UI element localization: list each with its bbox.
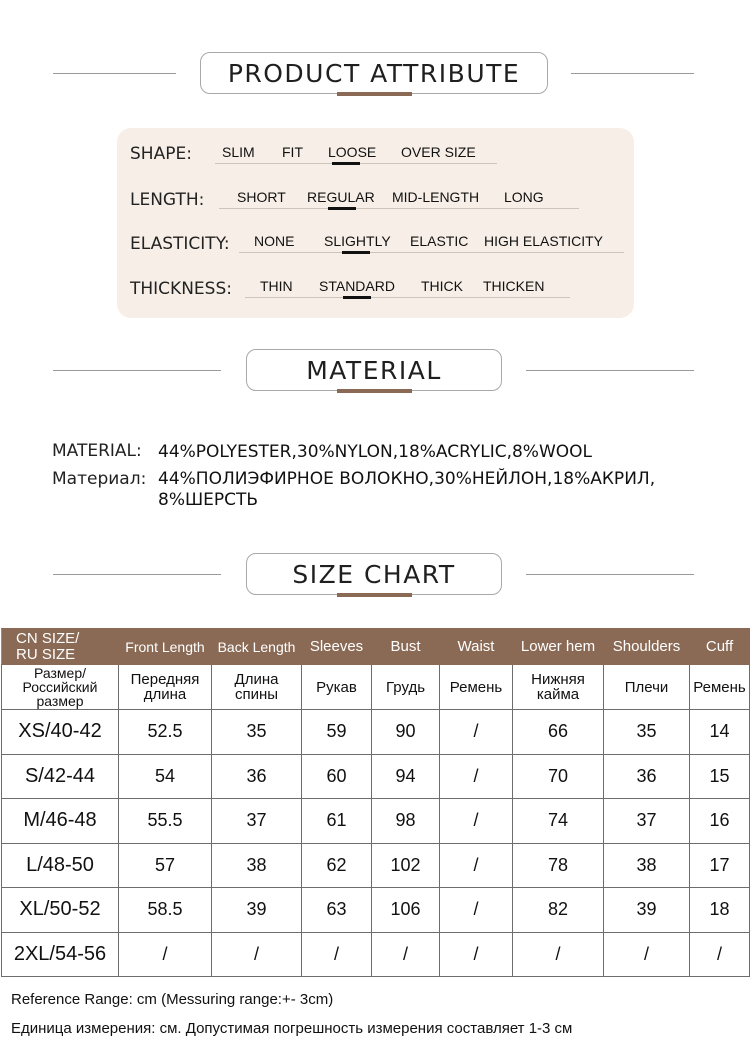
ru-header-line: Рукав <box>316 678 357 696</box>
reference-note-en: Reference Range: cm (Messuring range:+- 3cm) <box>11 991 334 1008</box>
attribute-option: THICKEN <box>483 278 545 294</box>
size-cell: XS/40-42 <box>2 710 119 755</box>
material-value-ru-line2: 8%ШЕРСТЬ <box>158 490 259 510</box>
table-row <box>2 888 750 933</box>
size-cell: L/48-50 <box>2 843 119 888</box>
section-title-material <box>246 349 502 391</box>
value-cell: 18 <box>690 888 750 933</box>
attribute-option: HIGH ELASTICITY <box>484 233 604 249</box>
ru-header-line: Плечи <box>624 678 669 696</box>
attribute-row-shape <box>117 142 634 172</box>
header-cell <box>372 629 440 665</box>
value-cell: 57 <box>119 843 212 888</box>
size-cell: S/42-44 <box>2 754 119 799</box>
divider-line <box>53 370 221 371</box>
attribute-option: THIN <box>260 278 293 294</box>
value-cell: / <box>440 710 513 755</box>
ru-header-line: размер <box>36 693 84 709</box>
attribute-option-selected: LOOSE <box>328 144 377 160</box>
header-text: Waist <box>457 638 495 655</box>
attribute-label: LENGTH: <box>130 190 205 210</box>
ru-header-line: Нижняя <box>531 671 585 688</box>
attribute-title-text: PRODUCT ATTRIBUTE <box>227 58 521 88</box>
table-row <box>2 932 750 977</box>
value-cell: 17 <box>690 843 750 888</box>
header-cell <box>513 629 604 665</box>
section-title-attribute <box>200 52 548 94</box>
table-header-row <box>2 629 750 665</box>
value-cell: / <box>440 843 513 888</box>
ru-header-cell <box>119 665 212 710</box>
ru-header-line: спины <box>234 686 279 703</box>
attribute-option: ELASTIC <box>410 233 469 249</box>
value-cell: 82 <box>513 888 604 933</box>
ru-header-cell <box>440 665 513 710</box>
value-cell: 16 <box>690 799 750 844</box>
header-size-line: CN SIZE/ <box>16 629 80 647</box>
value-cell: 39 <box>212 888 302 933</box>
value-cell: / <box>372 932 440 977</box>
attribute-underline <box>219 208 579 209</box>
divider-line <box>53 574 221 575</box>
ru-header-line: Длина <box>234 671 279 688</box>
selected-marker <box>343 296 371 299</box>
section-title-size-chart <box>246 553 502 595</box>
value-cell: / <box>604 932 690 977</box>
value-cell: / <box>212 932 302 977</box>
selected-marker <box>332 162 360 165</box>
ru-header-line: Российский <box>22 679 98 695</box>
value-cell: 98 <box>372 799 440 844</box>
header-text: Shoulders <box>612 638 681 655</box>
value-cell: 38 <box>604 843 690 888</box>
material-label-en: MATERIAL: <box>52 441 142 461</box>
title-accent-bar <box>337 92 412 96</box>
header-cell <box>440 629 513 665</box>
value-cell: 78 <box>513 843 604 888</box>
material-title-text: MATERIAL <box>306 355 442 385</box>
value-cell: 39 <box>604 888 690 933</box>
reference-note-ru: Единица измерения: см. Допустимая погрешность измерения составляет 1-3 см <box>11 1020 573 1037</box>
table-row <box>2 843 750 888</box>
size-cell: M/46-48 <box>2 799 119 844</box>
attribute-option: NONE <box>254 233 295 249</box>
header-text: Lower hem <box>520 638 596 655</box>
ru-header-cell <box>302 665 372 710</box>
value-cell: 58.5 <box>119 888 212 933</box>
ru-header-line: Ремень <box>449 678 503 696</box>
selected-marker <box>328 207 356 210</box>
ru-header-line: Размер/ <box>33 665 86 681</box>
header-cell <box>119 629 212 665</box>
size-chart-title-text: SIZE CHART <box>292 559 456 589</box>
material-value-en: 44%POLYESTER,30%NYLON,18%ACRYLIC,8%WOOL <box>158 442 593 462</box>
ru-header-line: Ремень <box>693 678 746 696</box>
attribute-label: THICKNESS: <box>130 279 232 299</box>
attribute-row-elasticity <box>117 231 634 261</box>
header-text: Bust <box>390 638 421 655</box>
table-ru-header-row <box>2 665 750 710</box>
attribute-option: SHORT <box>237 189 286 205</box>
value-cell: 61 <box>302 799 372 844</box>
value-cell: / <box>119 932 212 977</box>
header-cell <box>690 629 750 665</box>
value-cell: / <box>440 932 513 977</box>
attribute-label: ELASTICITY: <box>130 234 230 254</box>
value-cell: 38 <box>212 843 302 888</box>
value-cell: / <box>440 888 513 933</box>
selected-marker <box>342 251 370 254</box>
attribute-label: SHAPE: <box>130 144 192 164</box>
value-cell: 35 <box>212 710 302 755</box>
attribute-row-thickness <box>117 276 634 306</box>
header-size-line: RU SIZE <box>16 645 76 663</box>
value-cell: 15 <box>690 754 750 799</box>
material-value-ru-line1: 44%ПОЛИЭФИРНОЕ ВОЛОКНО,30%НЕЙЛОН,18%АКРИЛ, <box>158 469 656 489</box>
divider-line <box>526 370 694 371</box>
ru-header-line: Передняя <box>130 671 200 688</box>
value-cell: 36 <box>212 754 302 799</box>
header-cell-size <box>2 629 119 665</box>
ru-header-cell <box>690 665 750 710</box>
ru-header-cell-size <box>2 665 119 710</box>
value-cell: 59 <box>302 710 372 755</box>
value-cell: 60 <box>302 754 372 799</box>
attribute-option: LONG <box>504 189 544 205</box>
value-cell: 102 <box>372 843 440 888</box>
title-accent-bar <box>337 389 412 393</box>
header-cell <box>212 629 302 665</box>
value-cell: 62 <box>302 843 372 888</box>
header-cell <box>302 629 372 665</box>
value-cell: 66 <box>513 710 604 755</box>
attribute-option: MID-LENGTH <box>392 189 480 205</box>
attribute-panel <box>117 128 634 318</box>
ru-header-cell <box>212 665 302 710</box>
value-cell: 52.5 <box>119 710 212 755</box>
header-text: Sleeves <box>309 638 364 655</box>
divider-line <box>53 73 176 74</box>
value-cell: / <box>513 932 604 977</box>
ru-header-cell <box>604 665 690 710</box>
title-accent-bar <box>337 593 412 597</box>
value-cell: 106 <box>372 888 440 933</box>
attribute-option-selected: SLIGHTLY <box>324 233 391 249</box>
attribute-option: SLIM <box>222 144 255 160</box>
value-cell: 14 <box>690 710 750 755</box>
header-text: Back Length <box>217 638 296 655</box>
attribute-option: THICK <box>421 278 463 294</box>
value-cell: 55.5 <box>119 799 212 844</box>
value-cell: / <box>302 932 372 977</box>
ru-header-line: кайма <box>536 686 580 703</box>
value-cell: / <box>440 754 513 799</box>
ru-header-line: Грудь <box>385 678 426 696</box>
attribute-option: OVER SIZE <box>401 144 476 160</box>
value-cell: / <box>440 799 513 844</box>
value-cell: 37 <box>604 799 690 844</box>
value-cell: 74 <box>513 799 604 844</box>
size-chart-table <box>1 628 750 977</box>
value-cell: 70 <box>513 754 604 799</box>
header-text: Front Length <box>125 638 205 655</box>
table-row <box>2 710 750 755</box>
ru-header-line: длина <box>143 686 187 703</box>
attribute-underline <box>239 252 624 253</box>
ru-header-cell <box>513 665 604 710</box>
attribute-option: FIT <box>282 144 303 160</box>
attribute-option-selected: REGULAR <box>307 189 375 205</box>
table-row <box>2 754 750 799</box>
value-cell: 63 <box>302 888 372 933</box>
table-row <box>2 799 750 844</box>
divider-line <box>526 574 694 575</box>
attribute-underline <box>245 297 570 298</box>
divider-line <box>571 73 694 74</box>
ru-header-cell <box>372 665 440 710</box>
size-cell: 2XL/54-56 <box>2 932 119 977</box>
attribute-row-length <box>117 187 634 217</box>
value-cell: 54 <box>119 754 212 799</box>
material-label-ru: Материал: <box>52 469 147 489</box>
value-cell: 94 <box>372 754 440 799</box>
header-text: Cuff <box>705 638 734 655</box>
value-cell: 36 <box>604 754 690 799</box>
size-cell: XL/50-52 <box>2 888 119 933</box>
value-cell: / <box>690 932 750 977</box>
attribute-option-selected: STANDARD <box>319 278 395 294</box>
value-cell: 35 <box>604 710 690 755</box>
value-cell: 90 <box>372 710 440 755</box>
value-cell: 37 <box>212 799 302 844</box>
header-cell <box>604 629 690 665</box>
